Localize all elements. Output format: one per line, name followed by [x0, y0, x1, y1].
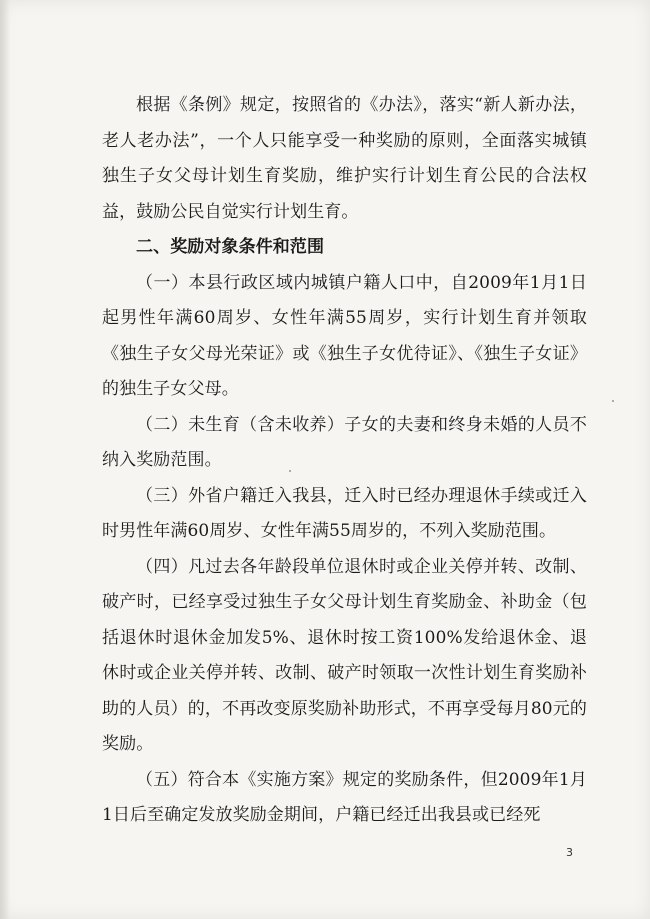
scan-speck — [612, 400, 614, 402]
paragraph-item-3: （三）外省户籍迁入我县，迁入时已经办理退休手续或迁入时男性年满60周岁、女性年满55周岁的，不列入奖励范围。 — [102, 485, 587, 541]
page-number: 3 — [566, 846, 573, 859]
scan-edge-shadow — [0, 0, 10, 919]
section-heading-reward-conditions: 二、奖励对象条件和范围 — [136, 237, 325, 257]
paragraph-item-5: （五）符合本《实施方案》规定的奖励条件，但2009年1月1日后至确定发放奖励金期间，户籍已经迁出我县或已经死 — [102, 769, 587, 825]
paragraph-item-4: （四）凡过去各年龄段单位退休时或企业关停并转、改制、破产时，已经享受过独生子女父母计划生育奖励金、补助金（包括退休时退休金加发5%、退休时按工资100%发给退休金、退休时或企业关停并转、改制、破产时领取一次性计划生育奖励补助的人员）的，不再改变原奖励补助形式，不再享受每月80元的奖励。 — [102, 556, 587, 754]
document-body — [102, 88, 587, 834]
paragraph-item-1: （一）本县行政区域内城镇户籍人口中，自2009年1月1日起男性年满60周岁、女性年满55周岁，实行计划生育并领取《独生子女父母光荣证》或《独生子女优待证》、《独生子女证》的独生子女父母。 — [102, 272, 587, 399]
paragraph-item-2: （二）未生育（含未收养）子女的夫妻和终身未婚的人员不纳入奖励范围。 — [102, 414, 587, 470]
scan-speck — [289, 470, 291, 472]
paragraph-principle: 根据《条例》规定，按照省的《办法》，落实“新人新办法，老人老办法”，一个人只能享受一种奖励的原则，全面落实城镇独生子女父母计划生育奖励，维护实行计划生育公民的合法权益，鼓励公民自觉实行计划生育。 — [102, 95, 587, 222]
